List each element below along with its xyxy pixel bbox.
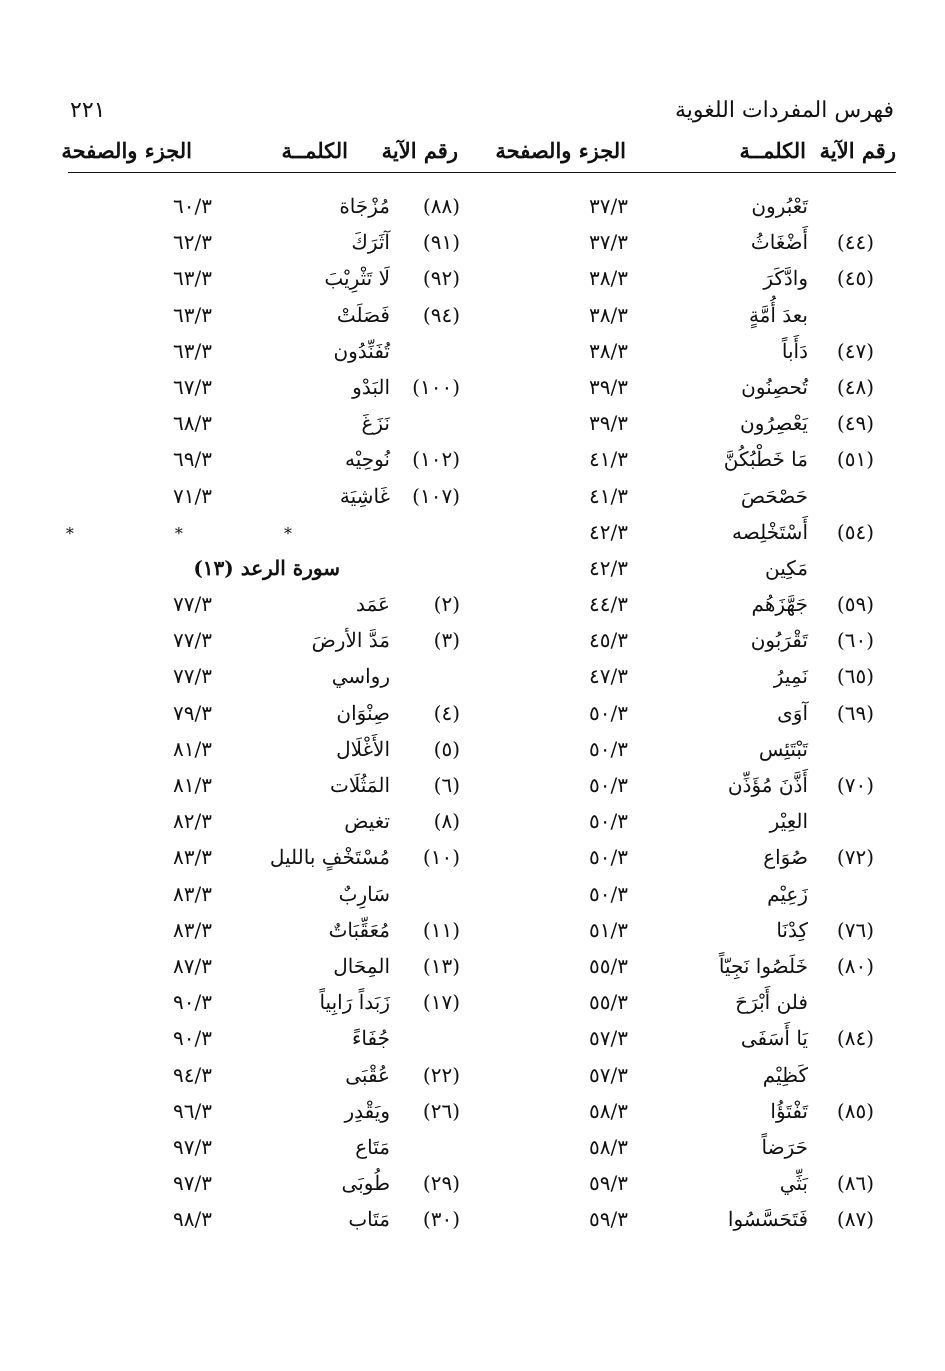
volume-page-ref: ٧٧/٣ xyxy=(173,664,212,689)
volume-page-ref: ٣٩/٣ xyxy=(589,411,628,436)
volume-page-ref: ٥٠/٣ xyxy=(589,773,628,797)
volume-page-ref: ٦٨/٣ xyxy=(173,411,212,436)
volume-page-ref: ٥٠/٣ xyxy=(589,700,628,725)
volume-page-ref: ٤١/٣ xyxy=(589,483,628,508)
surah-heading: سورة الرعد (١٣) xyxy=(193,555,340,580)
index-row xyxy=(478,697,898,733)
word-entry: فَتَحَسَّسُوا xyxy=(727,1207,808,1232)
volume-page-ref: ٣٧/٣ xyxy=(589,194,628,218)
word-entry: زَعِيْم xyxy=(767,881,808,906)
volume-page-ref: ٨٢/٣ xyxy=(173,809,212,834)
ayah-number: (٥٩) xyxy=(836,592,874,617)
index-row xyxy=(478,1167,898,1203)
right-column xyxy=(478,190,898,1270)
ayah-number: (٧٠) xyxy=(836,773,874,797)
ayah-number: (٦٥) xyxy=(836,664,874,689)
index-row xyxy=(40,516,460,552)
volume-page-ref: ٨٣/٣ xyxy=(173,881,212,906)
index-row xyxy=(40,443,460,479)
volume-page-ref: ٩٠/٣ xyxy=(173,990,212,1015)
word-entry: دَأَباً xyxy=(781,338,808,363)
index-row xyxy=(40,1131,460,1167)
word-entry: أَضْغَاثُ xyxy=(750,230,808,255)
volume-page-ref: ٣٩/٣ xyxy=(589,374,628,399)
index-row xyxy=(40,335,460,371)
volume-page-ref: ٣٧/٣ xyxy=(589,230,628,255)
ayah-number: (٥١) xyxy=(836,447,874,472)
word-entry: زَبَداً رَابِياً xyxy=(319,990,390,1015)
ayah-number: (١٣) xyxy=(422,953,460,978)
volume-page-ref: ٨٧/٣ xyxy=(173,953,212,978)
volume-page-ref: ٦٣/٣ xyxy=(173,266,212,291)
ayah-number: (٤٨) xyxy=(836,374,874,399)
word-entry: آثَرَكَ xyxy=(351,230,390,255)
index-row xyxy=(478,443,898,479)
volume-page-ref: ٦٣/٣ xyxy=(173,302,212,327)
word-entry: مَتَاع xyxy=(355,1134,390,1159)
volume-page-ref: ٥٠/٣ xyxy=(589,845,628,870)
index-row xyxy=(478,878,898,914)
word-entry: خَلَصُوا نَجِيّاً xyxy=(718,953,808,978)
volume-page-ref: ٨٣/٣ xyxy=(173,917,212,942)
ayah-number: (٨٦) xyxy=(836,1171,874,1196)
index-row xyxy=(478,262,898,298)
volume-page-ref: ٥٨/٣ xyxy=(589,1134,628,1159)
word-entry: جَهَّزَهُم xyxy=(751,592,808,617)
header-word-left: الكلمــة xyxy=(281,138,348,163)
volume-page-ref: ٤٤/٣ xyxy=(589,592,628,617)
word-entry: حَصْحَصَ xyxy=(740,483,808,508)
word-entry: ويَقْدِر xyxy=(344,1098,390,1123)
index-row xyxy=(40,878,460,914)
index-row xyxy=(478,588,898,624)
word-entry: صِنْوَان xyxy=(336,700,390,725)
word-entry: آوَى xyxy=(777,700,808,725)
index-row xyxy=(40,660,460,696)
word-entry: العِيْر xyxy=(769,809,808,834)
volume-page-ref: ٧٧/٣ xyxy=(173,592,212,617)
volume-page-ref: ٧٧/٣ xyxy=(173,628,212,653)
volume-page-ref: ٦٩/٣ xyxy=(173,447,212,472)
volume-page-ref: ٨١/٣ xyxy=(173,736,212,761)
ayah-number: (٦٠) xyxy=(836,628,874,653)
volume-page-ref: ٥٧/٣ xyxy=(589,1026,628,1051)
volume-page-ref: ٩٦/٣ xyxy=(173,1098,212,1123)
index-row xyxy=(40,769,460,805)
index-row xyxy=(40,407,460,443)
volume-page-ref: ٨٣/٣ xyxy=(173,845,212,870)
ayah-number: (٨) xyxy=(433,809,460,834)
ayah-number: (٨٤) xyxy=(836,1026,874,1051)
word-entry: تَعْبُرون xyxy=(751,194,808,218)
word-entry: البَدْو xyxy=(352,374,390,399)
index-row xyxy=(40,805,460,841)
ayah-number: (١١) xyxy=(422,917,460,942)
word-entry: نُوحِيْه xyxy=(344,447,390,472)
word-entry: أَسْتَخْلِصه xyxy=(732,519,808,544)
index-row xyxy=(478,190,898,226)
volume-page-ref: ٥٩/٣ xyxy=(589,1207,628,1232)
ayah-number: (٨٨) xyxy=(422,194,460,218)
ayah-number: (١٠٧) xyxy=(412,483,460,508)
ayah-number: (١٠٠) xyxy=(412,374,460,399)
index-row xyxy=(478,769,898,805)
word-entry: كِدْنَا xyxy=(776,917,808,942)
word-entry: تغيض xyxy=(344,809,390,834)
ayah-number: (٤٩) xyxy=(836,411,874,436)
volume-page-ref: ٤٢/٣ xyxy=(589,555,628,580)
header-word-right: الكلمــة xyxy=(739,138,806,163)
ayah-number: (٧٦) xyxy=(836,917,874,942)
ayah-number: (٩٢) xyxy=(422,266,460,291)
index-row xyxy=(40,841,460,877)
header-ref-left: الجزء والصفحة xyxy=(61,138,192,163)
volume-page-ref: ٤١/٣ xyxy=(589,447,628,472)
index-row xyxy=(40,624,460,660)
word-entry: سَارِبٌ xyxy=(338,881,390,906)
index-row xyxy=(40,1167,460,1203)
index-row xyxy=(478,371,898,407)
index-row xyxy=(478,335,898,371)
word-entry: كَظِيْم xyxy=(762,1062,808,1087)
index-row xyxy=(478,407,898,443)
volume-page-ref: ٦٢/٣ xyxy=(173,230,212,255)
volume-page-ref: ٩٨/٣ xyxy=(173,1207,212,1232)
column-headers xyxy=(61,138,896,172)
index-row xyxy=(478,1131,898,1167)
index-row xyxy=(40,950,460,986)
volume-page-ref: ٤٢/٣ xyxy=(589,519,628,544)
index-row xyxy=(478,950,898,986)
index-row xyxy=(478,624,898,660)
ayah-number: (١٧) xyxy=(422,990,460,1015)
volume-page-ref: ٥٩/٣ xyxy=(589,1171,628,1196)
ayah-number: (٢) xyxy=(433,592,460,617)
ayah-number: (٣) xyxy=(433,628,460,653)
index-row xyxy=(478,1095,898,1131)
index-row xyxy=(478,914,898,950)
word-entry: مُعَقِّبَاتٌ xyxy=(328,917,390,942)
ayah-number: (٥) xyxy=(433,736,460,761)
volume-page-ref: ٤٥/٣ xyxy=(589,628,628,653)
word-entry: أَذَّنَ مُؤَذِّن xyxy=(727,773,808,797)
word-entry: يَعْصِرُون xyxy=(740,411,808,436)
index-row xyxy=(478,516,898,552)
left-column xyxy=(40,190,460,1270)
header-ayah-right: رقم الآية xyxy=(819,138,896,163)
ayah-number: (٤) xyxy=(433,700,460,725)
header-ref-right: الجزء والصفحة xyxy=(495,138,626,163)
index-row xyxy=(40,733,460,769)
volume-page-ref: ٣٨/٣ xyxy=(589,302,628,327)
volume-page-ref: ٥١/٣ xyxy=(589,917,628,942)
word-entry: عُقْبَى xyxy=(345,1062,390,1087)
ayah-number: (٨٧) xyxy=(836,1207,874,1232)
volume-page-ref: ٩٠/٣ xyxy=(173,1026,212,1051)
ayah-number: (٤٤) xyxy=(836,230,874,255)
ayah-number: (٦٩) xyxy=(836,700,874,725)
header-rule xyxy=(68,172,896,173)
index-row xyxy=(40,986,460,1022)
volume-page-ref: ٥٨/٣ xyxy=(589,1098,628,1123)
index-row xyxy=(40,226,460,262)
page-header xyxy=(68,98,894,132)
index-row xyxy=(40,1059,460,1095)
word-entry: وادَّكَرَ xyxy=(763,266,808,291)
index-row xyxy=(478,805,898,841)
word-entry: مَدَّ الأرضَ xyxy=(311,628,390,653)
index-row xyxy=(478,1059,898,1095)
index-row xyxy=(40,262,460,298)
section-separator: * * * xyxy=(65,523,340,543)
volume-page-ref: ٣٨/٣ xyxy=(589,338,628,363)
volume-page-ref: ٩٤/٣ xyxy=(173,1062,212,1087)
index-row xyxy=(478,480,898,516)
ayah-number: (٢٦) xyxy=(422,1098,460,1123)
index-row xyxy=(40,480,460,516)
volume-page-ref: ٥٠/٣ xyxy=(589,809,628,834)
index-row xyxy=(478,226,898,262)
volume-page-ref: ٦٠/٣ xyxy=(173,194,212,218)
volume-page-ref: ٥٥/٣ xyxy=(589,953,628,978)
word-entry: تَفْتَؤُا xyxy=(770,1098,808,1123)
volume-page-ref: ٨١/٣ xyxy=(173,773,212,797)
word-entry: تُحصِنُون xyxy=(741,374,808,399)
word-entry: فَصَلَتْ xyxy=(336,302,390,327)
word-entry: رواسي xyxy=(331,664,390,689)
ayah-number: (٢٩) xyxy=(422,1171,460,1196)
index-row xyxy=(40,1095,460,1131)
word-entry: تَقْرَبُون xyxy=(750,628,808,653)
ayah-number: (٧٢) xyxy=(836,845,874,870)
volume-page-ref: ٤٧/٣ xyxy=(589,664,628,689)
index-row xyxy=(478,660,898,696)
index-row xyxy=(40,1203,460,1239)
word-entry: يَا أَسَفَى xyxy=(740,1026,808,1051)
ayah-number: (١٠) xyxy=(422,845,460,870)
word-entry: مُسْتَخْفٍ بالليل xyxy=(269,845,390,870)
word-entry: عَمَد xyxy=(356,592,390,617)
index-row xyxy=(40,697,460,733)
word-entry: مَتَاب xyxy=(348,1207,390,1232)
word-entry: المِحَال xyxy=(333,953,390,978)
word-entry: نَمِيرُ xyxy=(773,664,808,689)
word-entry: بعدَ أُمَّةٍ xyxy=(748,302,808,327)
index-row xyxy=(478,299,898,335)
index-row xyxy=(478,733,898,769)
word-entry: غَاشِيَة xyxy=(339,483,390,508)
word-entry: نَزَغَ xyxy=(361,411,390,436)
page-number: ٢٢١ xyxy=(70,98,106,123)
index-row xyxy=(478,986,898,1022)
ayah-number: (٨٥) xyxy=(836,1098,874,1123)
volume-page-ref: ٥٧/٣ xyxy=(589,1062,628,1087)
index-row xyxy=(40,190,460,226)
ayah-number: (٨٠) xyxy=(836,953,874,978)
index-row xyxy=(478,552,898,588)
word-entry: حَرَضاً xyxy=(761,1134,808,1159)
word-entry: صُوَاع xyxy=(763,845,808,870)
word-entry: لَا تَثْرِيْبَ xyxy=(324,266,390,291)
volume-page-ref: ٥٠/٣ xyxy=(589,736,628,761)
volume-page-ref: ٥٥/٣ xyxy=(589,990,628,1015)
ayah-number: (٣٠) xyxy=(422,1207,460,1232)
index-row xyxy=(40,371,460,407)
word-entry: تُفَنِّدُون xyxy=(333,338,390,363)
index-row xyxy=(40,299,460,335)
volume-page-ref: ٦٣/٣ xyxy=(173,338,212,363)
running-title: فهرس المفردات اللغوية xyxy=(674,98,894,123)
ayah-number: (٢٢) xyxy=(422,1062,460,1087)
ayah-number: (٤٧) xyxy=(836,338,874,363)
volume-page-ref: ٥٠/٣ xyxy=(589,881,628,906)
word-entry: تَبْتَئِس xyxy=(758,736,808,761)
word-entry: المَثُلَات xyxy=(329,773,390,797)
ayah-number: (١٠٢) xyxy=(412,447,460,472)
index-row xyxy=(478,841,898,877)
index-row xyxy=(40,1022,460,1058)
ayah-number: (٩٤) xyxy=(422,302,460,327)
ayah-number: (٦) xyxy=(433,773,460,797)
word-entry: جُفَاءً xyxy=(352,1026,390,1051)
index-row xyxy=(478,1022,898,1058)
ayah-number: (٥٤) xyxy=(836,519,874,544)
ayah-number: (٩١) xyxy=(422,230,460,255)
volume-page-ref: ٩٧/٣ xyxy=(173,1171,212,1196)
word-entry: الأَغْلَال xyxy=(336,736,390,761)
index-row xyxy=(40,588,460,624)
word-entry: مُزْجَاة xyxy=(339,194,390,218)
volume-page-ref: ٧١/٣ xyxy=(173,483,212,508)
word-entry: طُوبَى xyxy=(341,1171,390,1196)
index-row xyxy=(40,552,460,588)
word-entry: بَثِّي xyxy=(779,1171,808,1196)
volume-page-ref: ٣٨/٣ xyxy=(589,266,628,291)
index-row xyxy=(478,1203,898,1239)
ayah-number: (٤٥) xyxy=(836,266,874,291)
volume-page-ref: ٧٩/٣ xyxy=(173,700,212,725)
word-entry: فلن أَبْرَحَ xyxy=(735,990,808,1015)
index-row xyxy=(40,914,460,950)
header-ayah-left: رقم الآية xyxy=(381,138,458,163)
word-entry: مَا خَطْبُكُنَّ xyxy=(723,447,808,472)
volume-page-ref: ٩٧/٣ xyxy=(173,1134,212,1159)
word-entry: مَكِين xyxy=(764,555,808,580)
volume-page-ref: ٦٧/٣ xyxy=(173,374,212,399)
